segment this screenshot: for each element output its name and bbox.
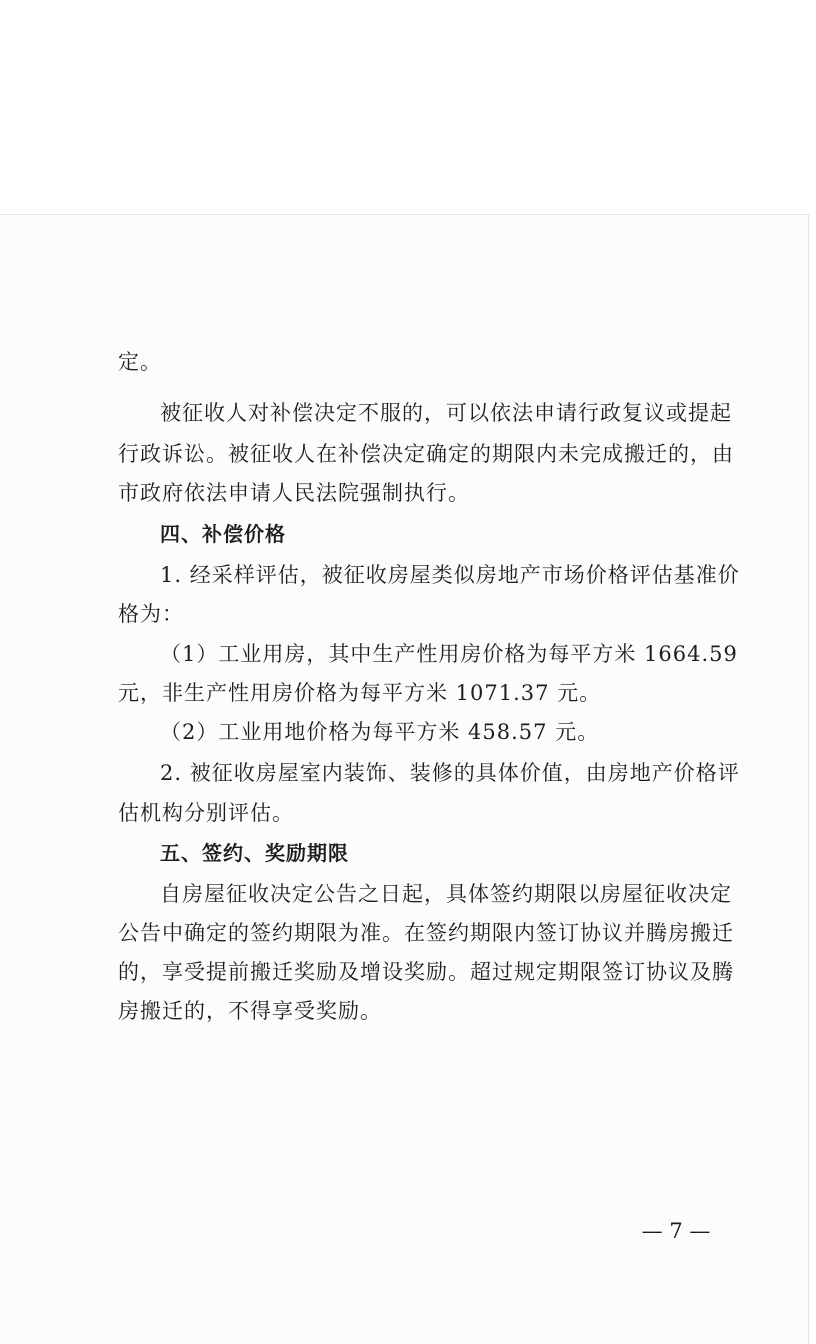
paragraph-line: 被征收人对补偿决定不服的，可以依法申请行政复议或提起: [160, 401, 732, 425]
paragraph-line: 的，享受提前搬迁奖励及增设奖励。超过规定期限签订协议及腾: [118, 960, 734, 984]
paragraph-line: 2. 被征收房屋室内装饰、装修的具体价值，由房地产价格评: [160, 761, 740, 785]
paragraph-line: 市政府依法申请人民法院强制执行。: [118, 481, 470, 505]
paragraph-line: （1）工业用房，其中生产性用房价格为每平方米 1664.59: [160, 642, 738, 666]
paragraph-line: 行政诉讼。被征收人在补偿决定确定的期限内未完成搬迁的，由: [118, 442, 734, 466]
paragraph-line: 公告中确定的签约期限为准。在签约期限内签订协议并腾房搬迁: [118, 921, 734, 945]
paragraph-line: 1. 经采样评估，被征收房屋类似房地产市场价格评估基准价: [160, 563, 740, 587]
paragraph-line: 估机构分别评估。: [118, 801, 294, 825]
paragraph-line: 定。: [118, 350, 162, 374]
paragraph-line: 元，非生产性用房价格为每平方米 1071.37 元。: [118, 681, 602, 705]
section-heading: 四、补偿价格: [160, 522, 286, 546]
paragraph-line: 格为：: [118, 602, 184, 626]
page-number: — 7 —: [641, 1219, 711, 1243]
paragraph-line: （2）工业用地价格为每平方米 458.57 元。: [160, 720, 600, 744]
paragraph-line: 自房屋征收决定公告之日起，具体签约期限以房屋征收决定: [160, 882, 732, 906]
paragraph-line: 房搬迁的，不得享受奖励。: [118, 999, 382, 1023]
scan-margin: [0, 0, 816, 212]
section-heading: 五、签约、奖励期限: [160, 841, 349, 865]
